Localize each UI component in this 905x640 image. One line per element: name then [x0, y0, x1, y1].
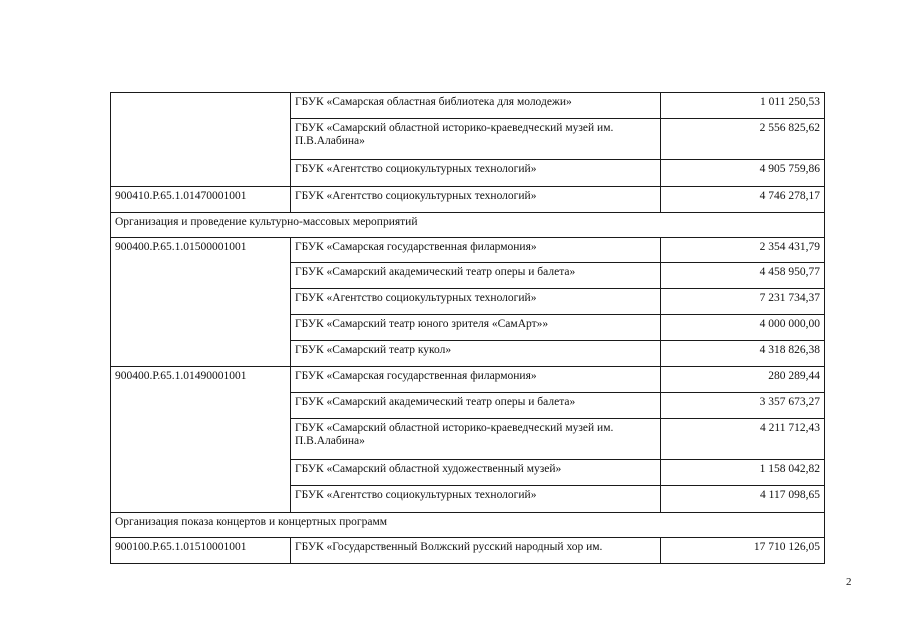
amount-cell: 4 318 826,38	[661, 341, 825, 367]
org-cell: ГБУК «Самарская государственная филармония»	[291, 238, 661, 263]
table-row	[111, 187, 825, 213]
org-cell: ГБУК «Самарская государственная филармония»	[291, 367, 661, 393]
table-row	[111, 367, 825, 393]
org-cell: ГБУК «Самарский театр кукол»	[291, 341, 661, 367]
amount-cell: 4 458 950,77	[661, 263, 825, 289]
amount-cell: 7 231 734,37	[661, 289, 825, 315]
code-cell: 900410.Р.65.1.01470001001	[111, 187, 291, 213]
amount-cell: 1 158 042,82	[661, 460, 825, 486]
amount-cell: 4 211 712,43	[661, 419, 825, 460]
amount-cell: 2 556 825,62	[661, 119, 825, 160]
org-cell: ГБУК «Самарский областной историко-краеведческий музей им. П.В.Алабина»	[291, 419, 661, 460]
budget-table	[110, 92, 825, 564]
org-cell: ГБУК «Самарский академический театр оперы и балета»	[291, 393, 661, 419]
org-cell: ГБУК «Агентство социокультурных технологий»	[291, 289, 661, 315]
amount-cell: 4 905 759,86	[661, 160, 825, 187]
section-row	[111, 213, 825, 238]
org-cell: ГБУК «Государственный Волжский русский народный хор им.	[291, 538, 661, 564]
section-heading: Организация и проведение культурно-массовых мероприятий	[111, 213, 825, 238]
table-row	[111, 93, 825, 119]
org-cell: ГБУК «Агентство социокультурных технологий»	[291, 160, 661, 187]
org-cell: ГБУК «Самарская областная библиотека для молодежи»	[291, 93, 661, 119]
amount-cell: 3 357 673,27	[661, 393, 825, 419]
amount-cell: 2 354 431,79	[661, 238, 825, 263]
section-row	[111, 513, 825, 538]
code-cell: 900100.Р.65.1.01510001001	[111, 538, 291, 564]
org-cell: ГБУК «Самарский областной художественный музей»	[291, 460, 661, 486]
code-cell	[111, 93, 291, 187]
table-row	[111, 238, 825, 263]
org-cell: ГБУК «Агентство социокультурных технологий»	[291, 486, 661, 513]
org-cell: ГБУК «Агентство социокультурных технологий»	[291, 187, 661, 213]
table-row	[111, 538, 825, 564]
code-cell: 900400.Р.65.1.01490001001	[111, 367, 291, 513]
org-cell: ГБУК «Самарский театр юного зрителя «СамАрт»»	[291, 315, 661, 341]
amount-cell: 4 000 000,00	[661, 315, 825, 341]
code-cell: 900400.Р.65.1.01500001001	[111, 238, 291, 367]
amount-cell: 280 289,44	[661, 367, 825, 393]
amount-cell: 4 117 098,65	[661, 486, 825, 513]
amount-cell: 17 710 126,05	[661, 538, 825, 564]
amount-cell: 4 746 278,17	[661, 187, 825, 213]
amount-cell: 1 011 250,53	[661, 93, 825, 119]
org-cell: ГБУК «Самарский академический театр оперы и балета»	[291, 263, 661, 289]
org-cell: ГБУК «Самарский областной историко-краеведческий музей им. П.В.Алабина»	[291, 119, 661, 160]
page-number: 2	[846, 576, 852, 588]
section-heading: Организация показа концертов и концертных программ	[111, 513, 825, 538]
